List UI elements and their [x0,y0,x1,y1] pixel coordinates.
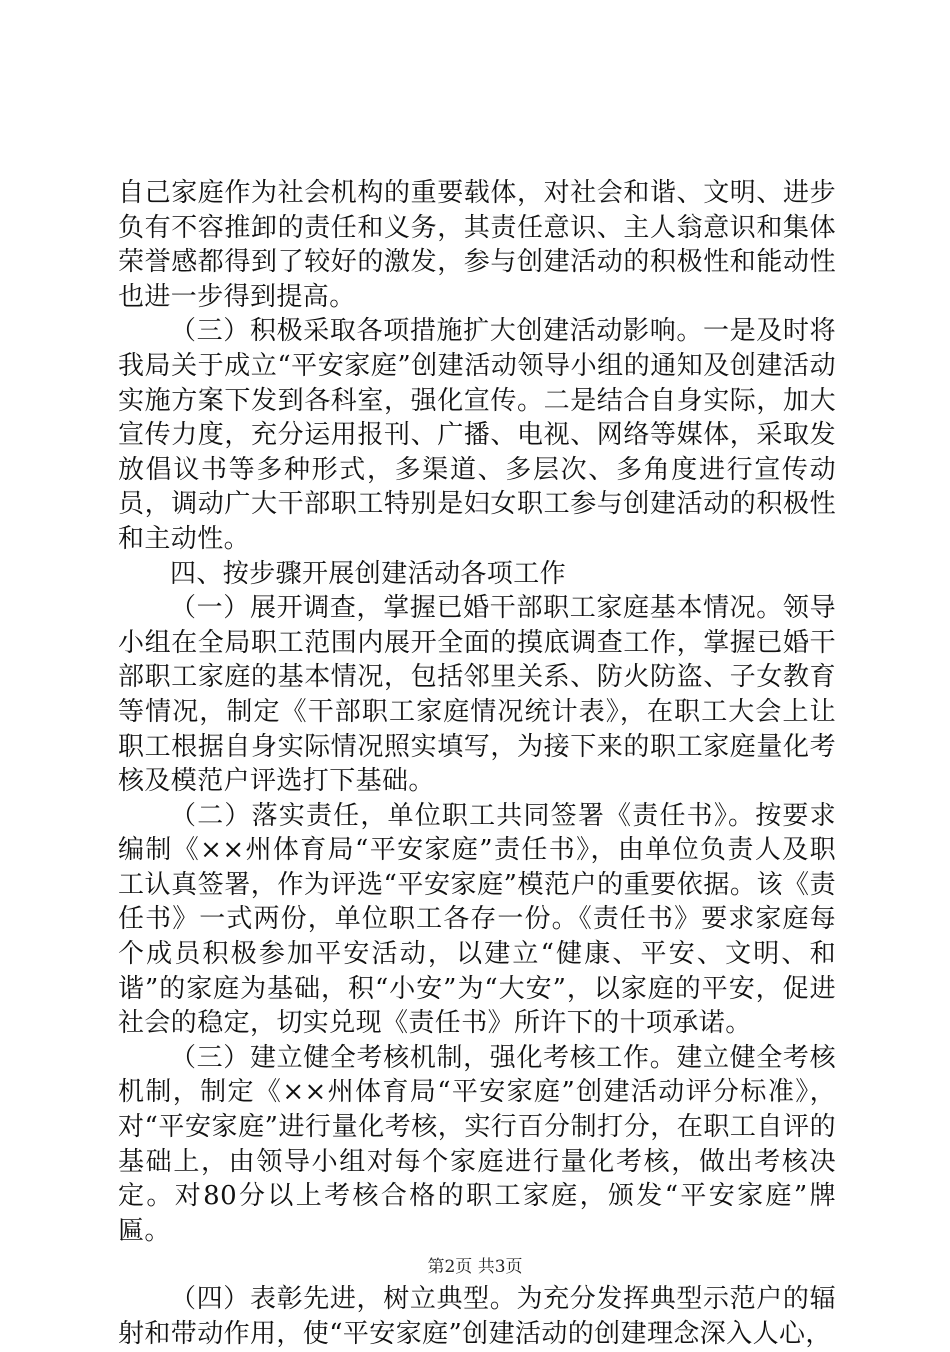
paragraph-item-1-survey: （一）展开调查，掌握已婚干部职工家庭基本情况。领导小组在全局职工范围内展开全面的摸底调查工作，掌握已婚干部职工家庭的基本情况，包括邻里关系、防火防盗、子女教育等情况，制定《干部职工家庭情况统计表》，在职工大会上让职工根据自身实际情况照实填写，为接下来的职工家庭量化考核及模范户评选打下基础。 [118,593,836,797]
paragraph-section-3-publicity: （三）积极采取各项措施扩大创建活动影响。一是及时将我局关于成立“平安家庭”创建活动领导小组的通知及创建活动实施方案下发到各科室，强化宣传。二是结合自身实际，加大宣传力度，充分运用报刊、广播、电视、网络等媒体，采取发放倡议书等多种形式，多渠道、多层次、多角度进行宣传动员，调动广大干部职工特别是妇女职工参与创建活动的积极性和主动性。 [118,316,836,554]
paragraph-item-2-responsibility: （二）落实责任，单位职工共同签署《责任书》。按要求编制《××州体育局“平安家庭”责任书》，由单位负责人及职工认真签署，作为评选“平安家庭”模范户的重要依据。该《责任书》一式两份，单位职工各存一份。《责任书》要求家庭每个成员积极参加平安活动，以建立“健康、平安、文明、和谐”的家庭为基础，积“小安”为“大安”，以家庭的平安，促进社会的稳定，切实兑现《责任书》所许下的十项承诺。 [118,800,836,1039]
document-body [118,176,836,1352]
page-number-footer: 第2页 共3页 [427,1257,523,1277]
paragraph-item-3-assessment: （三）建立健全考核机制，强化考核工作。建立健全考核机制，制定《××州体育局“平安家庭”创建活动评分标准》，对“平安家庭”进行量化考核，实行百分制打分，在职工自评的基础上，由领导小组对每个家庭进行量化考核，做出考核决定。对80分以上考核合格的职工家庭，颁发“平安家庭”牌匾。 [118,1042,836,1246]
paragraph-item-4-commendation: （四）表彰先进，树立典型。为充分发挥典型示范户的辐射和带动作用，使“平安家庭”创建活动的创建理念深入人心， [118,1284,836,1349]
paragraph-continuation: 自己家庭作为社会机构的重要载体，对社会和谐、文明、进步负有不容推卸的责任和义务，其责任意识、主人翁意识和集体荣誉感都得到了较好的激发，参与创建活动的积极性和能动性也进一步得到提高。 [118,178,836,312]
section-heading-four: 四、按步骤开展创建活动各项工作 [170,558,567,589]
